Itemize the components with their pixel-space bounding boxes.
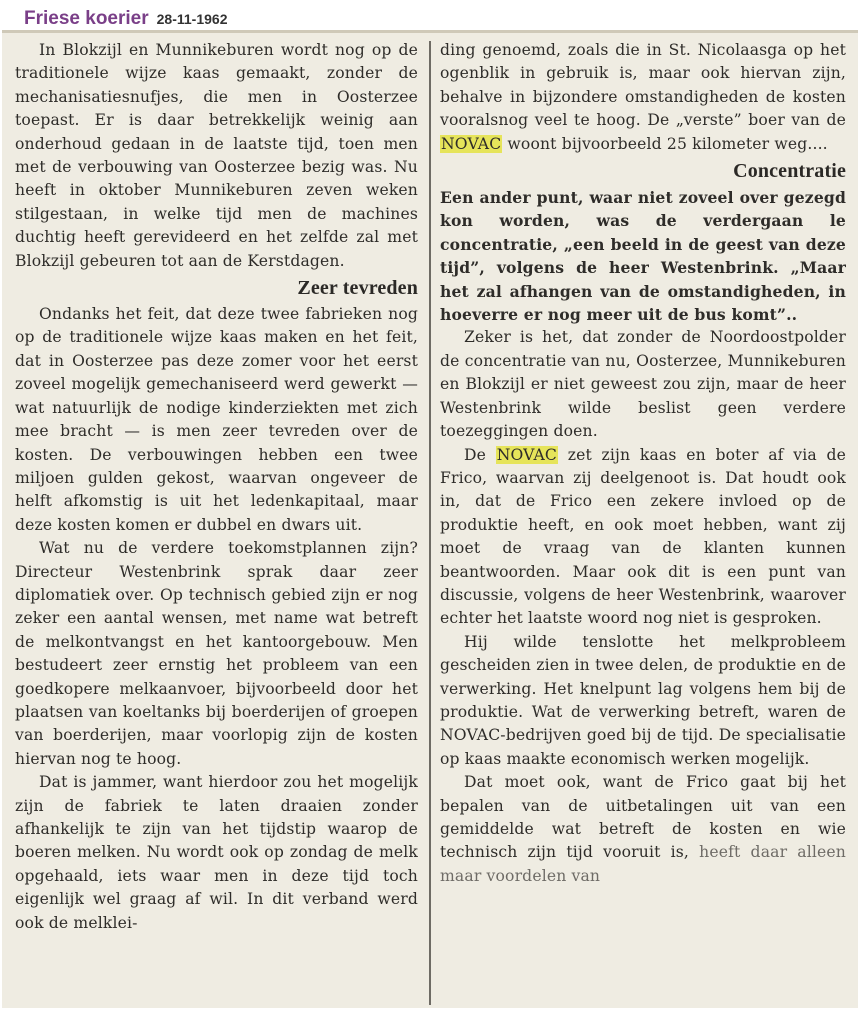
paragraph: Hij wilde tenslotte het melkprobleem gescheiden zien in twee delen, de produktie en de verwerking. Het knelpunt lag volgens hem bij de produktie. Wat de verwerking betreft, waren de NOVAC-bedrijven goed bij de tijd. De specialisatie op kaas maakte economisch werken mogelijk.: [440, 632, 846, 768]
paragraph: Ondanks het feit, dat deze twee fabrieken nog op de traditionele wijze kaas maken en het feit, dat in Oosterzee pas deze zomer voor het eerst zoveel mogelijk gemechaniseerd werd gewerkt — wat natuurlijk de nodige kinderziekten met zich mee bracht — is men zeer tevreden over de kosten. De verbouwingen hebben een twee miljoen gulden gekost, waarvan ongeveer de helft afkomstig is uit het ledenkapitaal, maar deze kosten komen er dubbel en dwars uit.: [15, 305, 418, 534]
subheading-concentratie: Concentratie: [733, 160, 846, 183]
publication-name: Friese koerier: [24, 8, 149, 29]
column-divider: [429, 41, 431, 1005]
highlighted-term: NOVAC: [496, 445, 558, 464]
publication-date: 28-11-1962: [156, 11, 228, 27]
paragraph: [440, 39, 846, 156]
paragraph: In Blokzijl en Munnikeburen wordt nog op de traditionele wijze kaas gemaakt, zonder de mechanisatiesnufjes, die men in Oosterzee toepast. Er is daar betrekkelijk weinig aan onderhoud gedaan in de laatste tijd, toen men met de verbouwing van Oosterzee bezig was. Nu heeft in oktober Munnikeburen zeven weken stilgestaan, in welke tijd men de machines duchtig heeft gerevideerd en het zelfde zal met Blokzijl gebeuren tot aan de Kerstdagen.: [15, 41, 418, 270]
right-column: [440, 39, 846, 888]
text-run: ding genoemd, zoals die in St. Nicolaasga op het ogenblik in gebruik is, maar ook hiervan zijn, behalve in bijzondere omstandigheden de kosten vooralsnog veel te hoog. De „verste” boer van de: [440, 41, 846, 130]
lead-paragraph: Een ander punt, waar niet zoveel over gezegd kon worden, was de verdergaan le concentratie, „een beeld in de geest van deze tijd”, volgens de heer Westenbrink. „Maar het zal afhangen van de omstandigheden, in hoeverre er nog meer uit de bus komt”..: [440, 188, 846, 325]
subheading-zeer-tevreden: Zeer tevreden: [297, 277, 418, 300]
newspaper-clipping: [2, 30, 858, 1008]
masthead: [0, 0, 320, 30]
paragraph: Wat nu de verdere toekomstplannen zijn? Directeur Westenbrink sprak daar zeer diplomatiek over. Op technisch gebied zijn er nog zeker een aantal wensen, met name wat betreft de melkontvangst en het kantoorgebouw. Men bestudeert zeer ernstig het probleem van een goedkopere melkaanvoer, bijvoorbeeld door het plaatsen van koeltanks bij boerderijen of groepen van boerderijen, maar voorlopig zijn de kosten hiervan nog te hoog.: [15, 539, 418, 768]
text-run: Dat moet ook, want de Frico gaat bij het bepalen van de uitbetalingen uit van een gemiddelde wat betreft de kosten en wie technisch zijn tijd vooruit is,: [440, 773, 846, 862]
faded-text-run: heeft daar alleen maar voordelen van: [440, 843, 846, 885]
text-run: De: [464, 445, 496, 464]
paragraph: Dat is jammer, want hierdoor zou het mogelijk zijn de fabriek te laten draaien zonder afhankelijk te zijn van het tijdstip waarop de boeren melken. Nu wordt ook op zondag de melk opgehaald, iets waar men in deze tijd toch eigenlijk wel graag af wil. In dit verband werd ook de melklei-: [15, 773, 418, 932]
paragraph: [440, 771, 846, 888]
text-run: zet zijn kaas en boter af via de Frico, waarvan zij deelgenoot is. Dat houdt ook in, dat de Frico een zekere invloed op de produktie heeft, en ook moet hebben, want zij moet de vraag van de klanten kunnen beantwoorden. Maar ook dit is een punt van discussie, volgens de heer Westenbrink, waarover echter het laatste woord nog niet is gesproken.: [440, 445, 847, 628]
text-run: woont bijvoorbeeld 25 kilometer weg....: [502, 134, 828, 153]
paragraph: [440, 444, 846, 631]
left-column: [15, 39, 418, 935]
paragraph: Zeker is het, dat zonder de Noordoostpolder de concentratie van nu, Oosterzee, Munnikeburen en Blokzijl er niet geweest zou zijn, maar de heer Westenbrink wilde beslist geen verdere toezeggingen doen.: [440, 328, 846, 441]
highlighted-term: NOVAC: [441, 134, 502, 153]
